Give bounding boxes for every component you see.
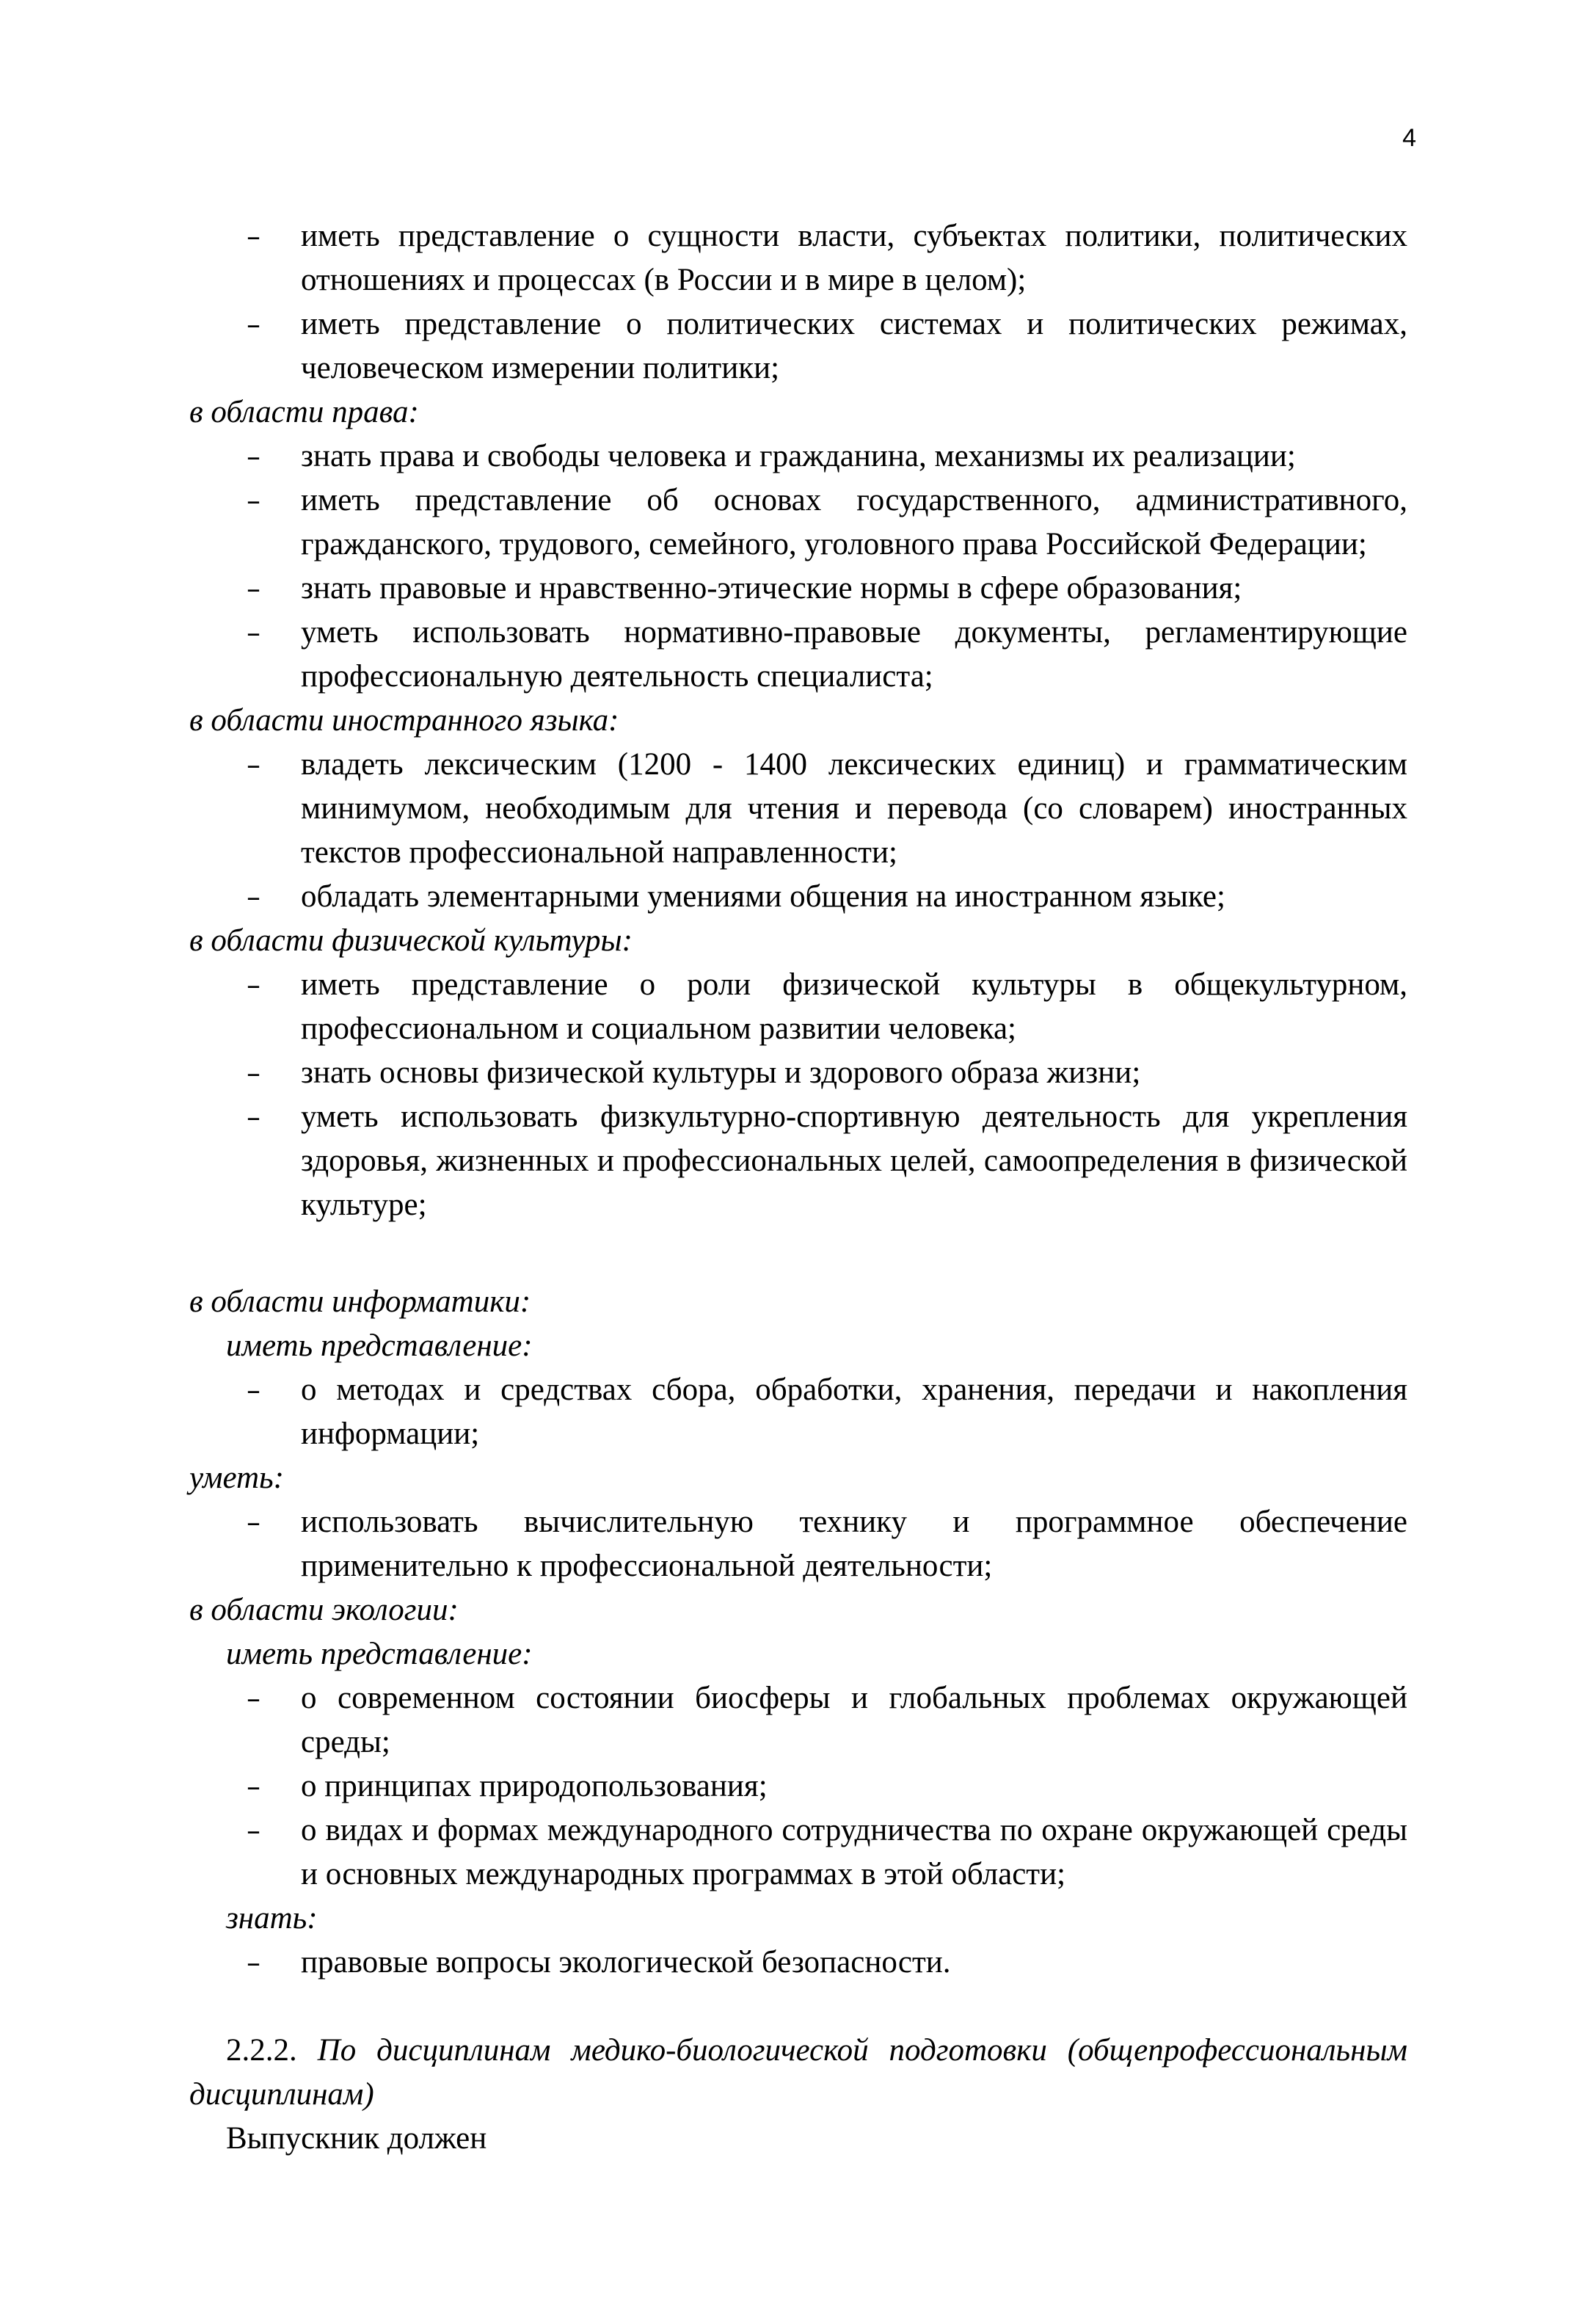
law-list: [189, 435, 1407, 699]
dash-bullet-icon: –: [247, 440, 260, 473]
informatics-heading: в области информатики:: [189, 1284, 531, 1319]
informatics-subheading-have-idea: иметь представление:: [226, 1328, 533, 1363]
list-item: – иметь представление о сущности власти, субъектах политики, политических отношениях и процессах (в России и в мире в целом);: [189, 214, 1407, 302]
dash-bullet-icon: –: [247, 1814, 260, 1847]
dash-bullet-icon: –: [247, 1682, 260, 1715]
list-item: – о современном состоянии биосферы и глобальных проблемах окружающей среды;: [189, 1676, 1407, 1764]
dash-bullet-icon: –: [247, 749, 260, 781]
list-item: – правовые вопросы экологической безопасности.: [189, 1941, 1407, 1985]
list-item: – иметь представление о политических системах и политических режимах, человеческом измерении политики;: [189, 302, 1407, 390]
list-item: – о видах и формах международного сотрудничества по охране окружающей среды и основных международных программах в этой области;: [189, 1808, 1407, 1897]
list-item: – знать правовые и нравственно-этические нормы в сфере образования;: [189, 567, 1407, 611]
ecology-list-1: [189, 1676, 1407, 1897]
dash-bullet-icon: –: [247, 617, 260, 649]
list-item: – иметь представление о роли физической культуры в общекультурном, профессиональном и социальном развитии человека;: [189, 963, 1407, 1051]
list-item: – уметь использовать физкультурно-спортивную деятельность для укрепления здоровья, жизненных и профессиональных целей, самоопределения в физической культуре;: [189, 1095, 1407, 1227]
list-item: – владеть лексическим (1200 - 1400 лексических единиц) и грамматическим минимумом, необходимым для чтения и перевода (со словарем) иностранных текстов профессиональной направленности;: [189, 743, 1407, 875]
section-title: [189, 2029, 1407, 2117]
ecology-subheading-know: знать:: [226, 1901, 318, 1935]
spacer: [189, 1227, 1407, 1280]
list-item: – о методах и средствах сбора, обработки, хранения, передачи и накопления информации;: [189, 1368, 1407, 1456]
dash-bullet-icon: –: [247, 1101, 260, 1133]
physical-culture-list: [189, 963, 1407, 1227]
page-number: 4: [1402, 124, 1416, 152]
list-item: – иметь представление об основах государственного, административного, гражданского, трудового, семейного, уголовного права Российской Федерации;: [189, 479, 1407, 567]
dash-bullet-icon: –: [247, 1057, 260, 1089]
list-item: – знать права и свободы человека и гражданина, механизмы их реализации;: [189, 435, 1407, 479]
list-item: – знать основы физической культуры и здорового образа жизни;: [189, 1051, 1407, 1095]
dash-bullet-icon: –: [247, 1374, 260, 1406]
section-number: 2.2.2.: [226, 2033, 297, 2068]
graduate-must-text: Выпускник должен: [226, 2121, 487, 2156]
list-item: – использовать вычислительную технику и программное обеспечение применительно к профессиональной деятельности;: [189, 1500, 1407, 1588]
dash-bullet-icon: –: [247, 881, 260, 913]
ecology-subheading-have-idea: иметь представление:: [226, 1637, 533, 1671]
list-item: – о принципах природопользования;: [189, 1764, 1407, 1808]
intro-list: [189, 214, 1407, 390]
informatics-subheading-be-able: уметь:: [189, 1461, 284, 1495]
spacer: [189, 1985, 1407, 2029]
dash-bullet-icon: –: [247, 220, 260, 252]
dash-bullet-icon: –: [247, 1770, 260, 1803]
dash-bullet-icon: –: [247, 1506, 260, 1538]
dash-bullet-icon: –: [247, 969, 260, 1001]
informatics-list-2: [189, 1500, 1407, 1588]
dash-bullet-icon: –: [247, 484, 260, 517]
list-item: – обладать элементарными умениями общения на иностранном языке;: [189, 875, 1407, 919]
dash-bullet-icon: –: [247, 572, 260, 605]
section-title-text: По дисциплинам медико-биологической подготовки (общепрофессиональным дисциплинам): [189, 2033, 1408, 2112]
document-body: [189, 214, 1407, 2161]
ecology-heading: в области экологии:: [189, 1593, 459, 1627]
dash-bullet-icon: –: [247, 1946, 260, 1979]
dash-bullet-icon: –: [247, 308, 260, 341]
foreign-language-list: [189, 743, 1407, 919]
law-heading: в области права:: [189, 395, 419, 429]
informatics-list-1: [189, 1368, 1407, 1456]
ecology-list-2: [189, 1941, 1407, 1985]
foreign-language-heading: в области иностранного языка:: [189, 703, 619, 738]
list-item: – уметь использовать нормативно-правовые документы, регламентирующие профессиональную деятельность специалиста;: [189, 611, 1407, 699]
physical-culture-heading: в области физической культуры:: [189, 923, 633, 958]
